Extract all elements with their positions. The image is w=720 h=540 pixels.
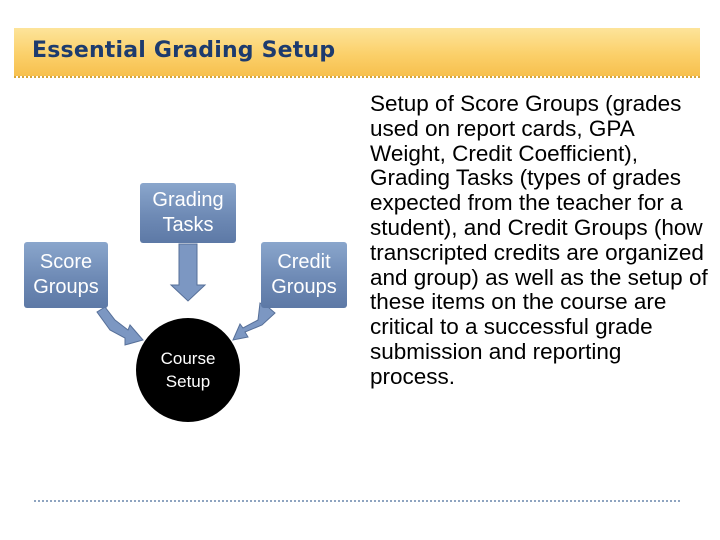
credit-groups-box bbox=[261, 242, 347, 308]
credit-groups-label: Credit Groups bbox=[271, 251, 337, 298]
score-groups-label: Score Groups bbox=[33, 251, 99, 298]
arrow-credit-to-course bbox=[233, 303, 275, 340]
grading-tasks-box bbox=[140, 183, 236, 243]
description-text: Setup of Score Groups (grades used on report cards, GPA Weight, Credit Coefficient), Grading Tasks (types of grades expected from the teacher for a student), and Credit Groups (how transcripted credits are organized and group) as well as the setup of these items on the course are critical to a successful grade submission and reporting process. bbox=[370, 91, 708, 389]
grading-tasks-label: Grading Tasks bbox=[152, 189, 224, 236]
arrow-grading-to-course bbox=[171, 244, 205, 301]
score-groups-box bbox=[24, 242, 108, 308]
course-setup-label: Course Setup bbox=[160, 349, 216, 391]
slide-title: Essential Grading Setup bbox=[32, 38, 336, 63]
arrow-score-to-course bbox=[97, 307, 143, 345]
footer-divider bbox=[34, 500, 680, 502]
course-setup-circle bbox=[136, 318, 240, 422]
